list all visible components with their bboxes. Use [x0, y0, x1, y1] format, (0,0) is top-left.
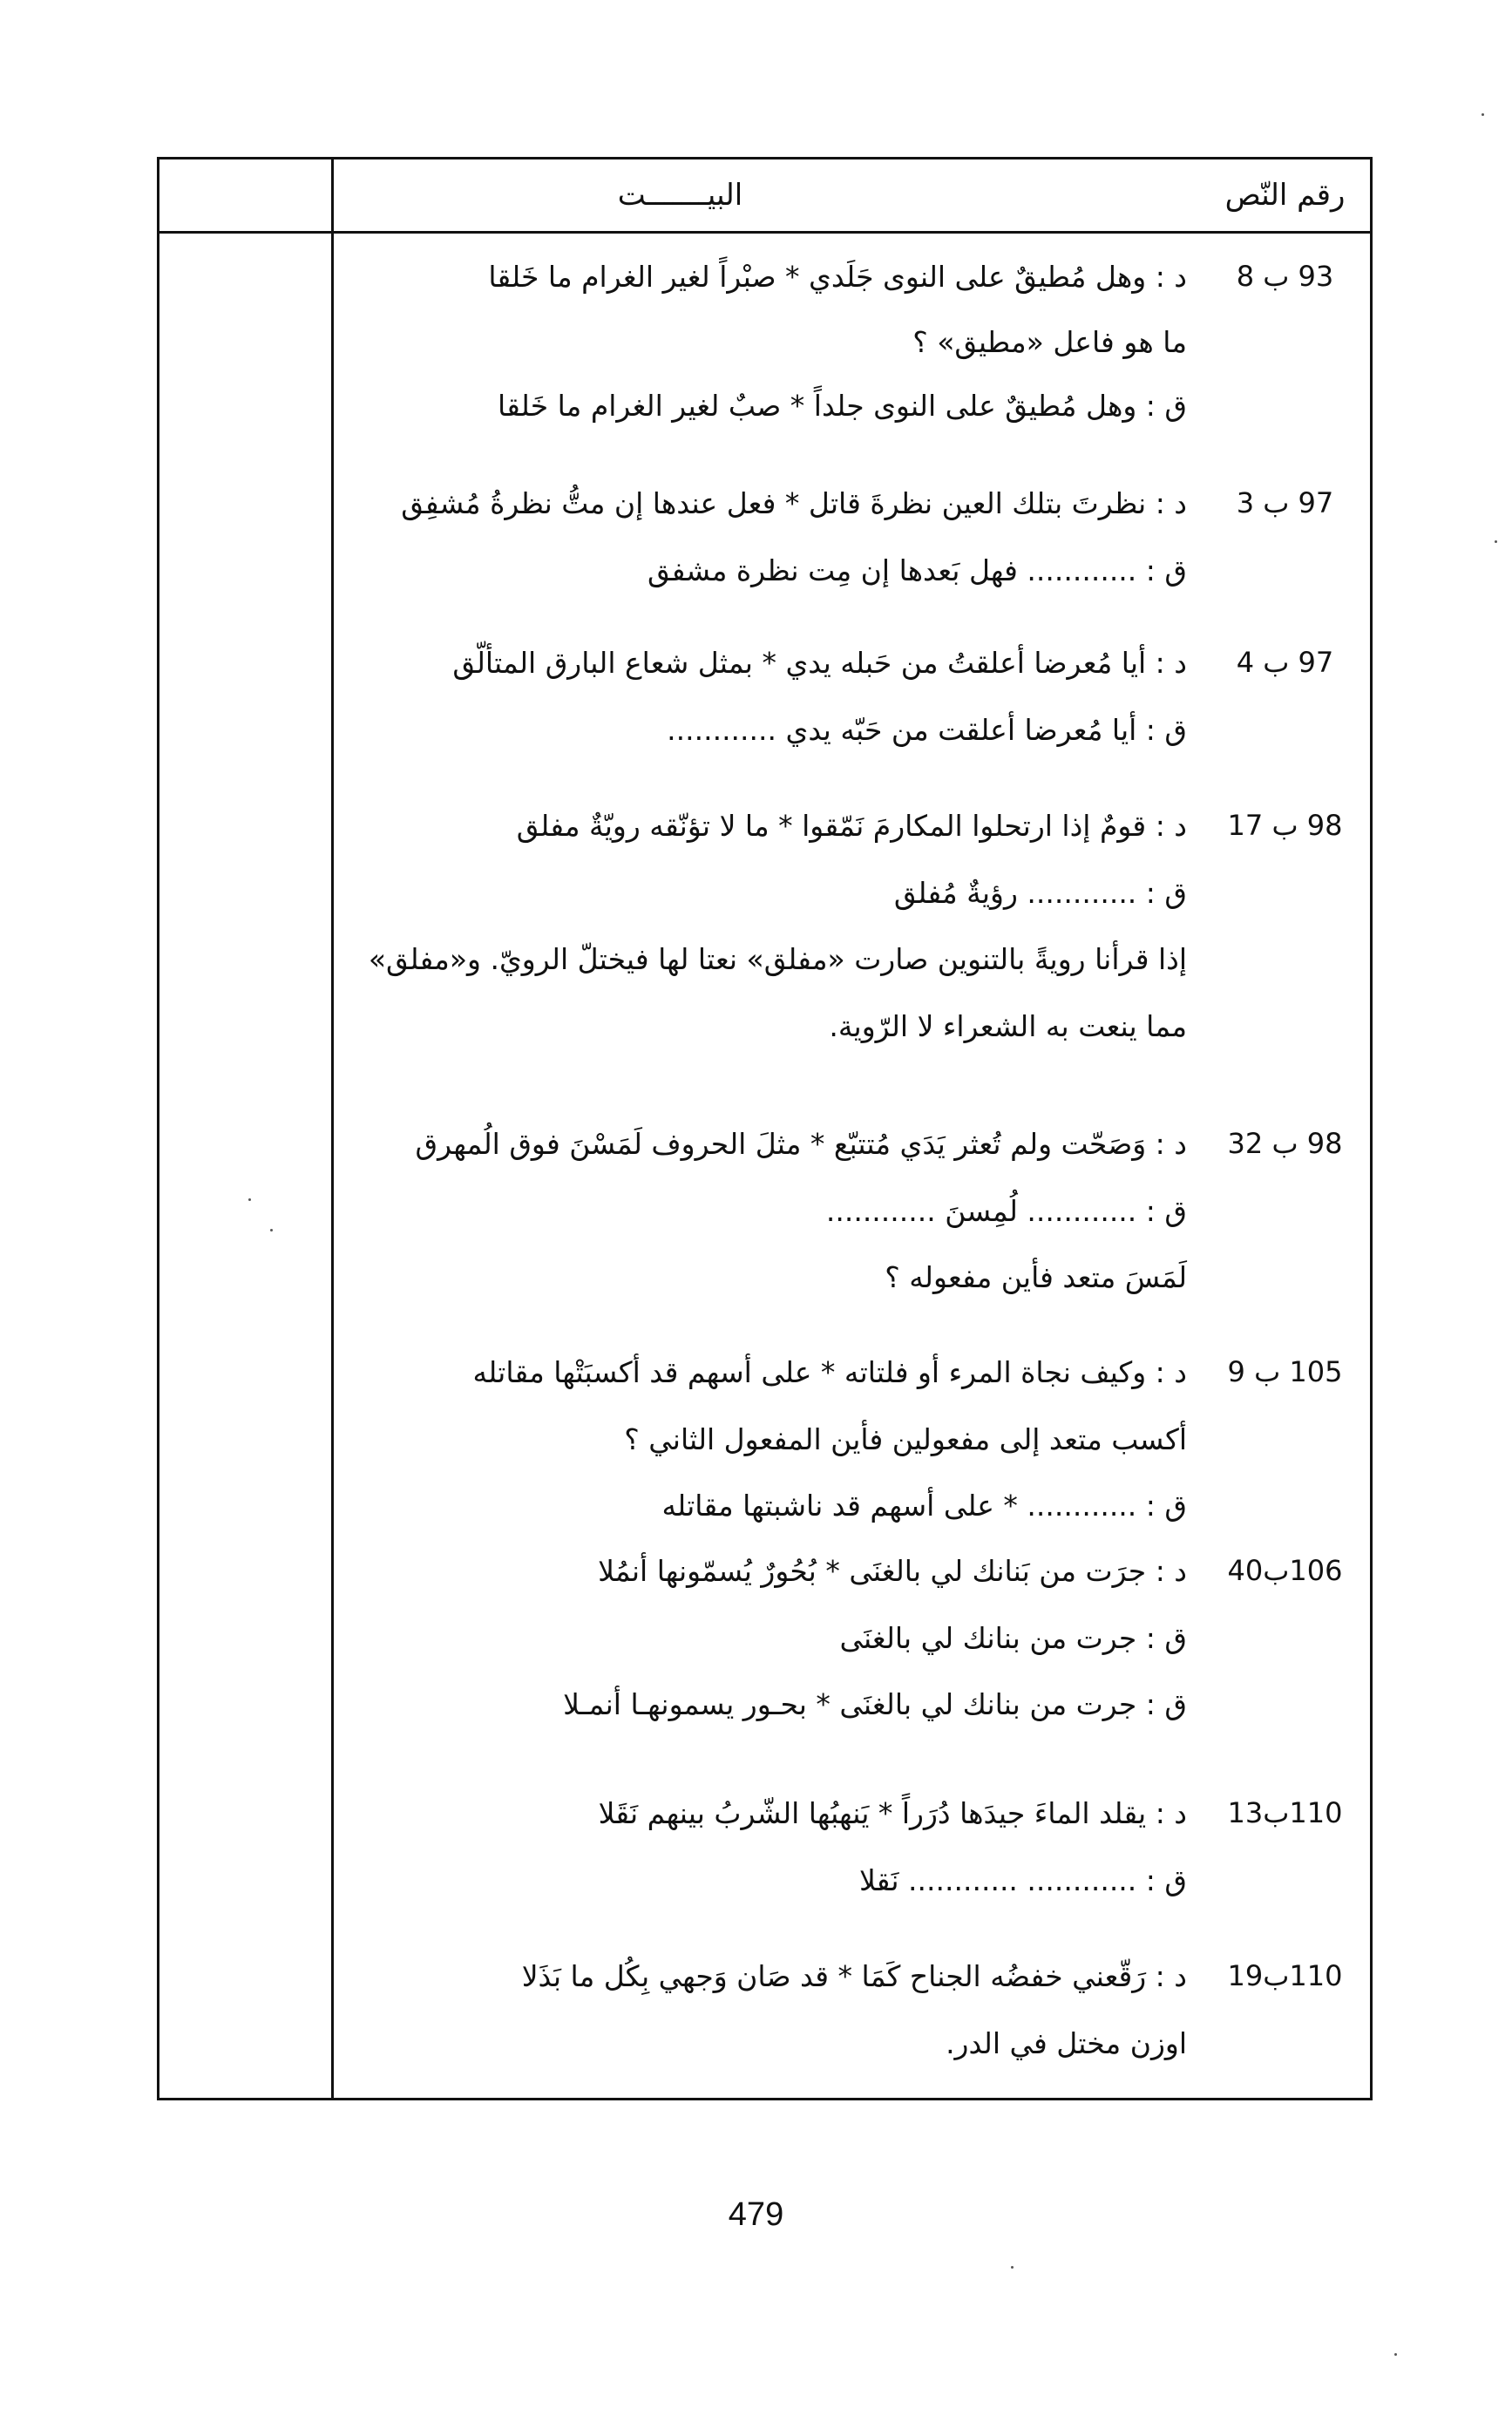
entry-line: ق : أيا مُعرضا أعلقت من حَبّه يدي ............: [667, 713, 1187, 747]
entry-line: ما هو فاعل «مطيق» ؟: [912, 325, 1187, 359]
entry-line: لَمَسَ متعد فأين مفعوله ؟: [885, 1260, 1187, 1294]
entry-number: 110ب19: [1227, 1959, 1343, 1992]
entry-line: د : يقلد الماءَ جيدَها دُرَراً * يَنهبُها الشّربُ بينهم نَقَلا: [598, 1796, 1187, 1830]
table-header: [159, 159, 1370, 234]
verse-table: [157, 157, 1373, 2100]
entry-line: د : وَصَحّت ولم تُعثر يَدَي مُتتبّع * مثلَ الحروف لَمَسْنَ فوق الُمهرق: [415, 1127, 1187, 1161]
entry-line: د : قومٌ إذا ارتحلوا المكارمَ نَمّقوا * ما لا تؤنّقه رويّةٌ مفلق: [516, 809, 1187, 843]
entry-line: ق : جرت من بنانك لي بالغنَى * بحـور يسمونهـا أنمـلا: [563, 1687, 1187, 1721]
entry-number: 97 ب 4: [1236, 646, 1334, 679]
entry-line: ق : ............ فهل بَعدها إن مِت نظرة مشفق: [648, 553, 1187, 587]
scan-speck: [270, 1229, 273, 1231]
entry-line: إذا قرأنا رويةً بالتنوين صارت «مفلق» نعتا لها فيختلّ الرويّ. و«مفلق»: [368, 942, 1187, 976]
entry-line: أكسب متعد إلى مفعولين فأين المفعول الثاني ؟: [624, 1422, 1187, 1456]
entry-number: 105 ب 9: [1227, 1355, 1343, 1388]
entry-number: 97 ب 3: [1236, 486, 1334, 519]
entry-line: ق : ............ رؤيةٌ مُفلق: [893, 876, 1187, 910]
entry-line: ق : جرت من بنانك لي بالغنَى: [839, 1621, 1187, 1655]
entry-number: 93 ب 8: [1236, 260, 1334, 293]
entry-line: اوزن مختل في الدر.: [946, 2026, 1187, 2060]
header-verse: البيـــــــت: [617, 178, 743, 213]
entry-number: 98 ب 17: [1227, 809, 1343, 842]
scan-speck: [248, 1198, 251, 1201]
entry-line: مما ينعت به الشعراء لا الرّوية.: [829, 1009, 1187, 1043]
header-text-number: رقم النّص: [1224, 178, 1346, 213]
scan-speck: [1495, 540, 1497, 543]
entry-line: ق : ............ * على أسهم قد ناشبتها مقاتله: [661, 1489, 1187, 1523]
entry-line: ق : ............ لُمِسنَ ............: [825, 1194, 1187, 1228]
entry-line: د : جرَت من بَنانك لي بالغنَى * بُحُورٌ يُسمّونها أنمُلا: [598, 1554, 1187, 1588]
entry-number: 110ب13: [1227, 1796, 1343, 1829]
entry-line: د : رَقّعني خفضُه الجناح كَمَا * قد صَان وَجهي بِكُل ما بَذَلا: [521, 1959, 1187, 1993]
scan-speck: [1011, 2266, 1014, 2269]
entry-line: د : وكيف نجاة المرء أو فلتاته * على أسهم قد أكسبَتْها مقاتله: [472, 1355, 1187, 1389]
page-number: 479: [728, 2196, 784, 2233]
entry-line: د : نظرتَ بتلك العين نظرةَ قاتل * فعل عندها إن متُّ نظرةُ مُشفِق: [401, 486, 1187, 520]
entry-number: 106ب40: [1227, 1554, 1343, 1587]
entry-line: ق : وهل مُطيقٌ على النوى جلداً * صبٌ لغير الغرام ما خَلقا: [498, 389, 1187, 423]
column-divider: [331, 159, 334, 2098]
scan-speck: [1481, 113, 1484, 116]
entry-number: 98 ب 32: [1227, 1127, 1343, 1160]
scan-speck: [1394, 2353, 1397, 2356]
entry-line: د : وهل مُطيقٌ على النوى جَلَدي * صبْراً لغير الغرام ما خَلقا: [488, 260, 1187, 294]
entry-line: د : أيا مُعرضا أعلقتُ من حَبله يدي * بمثل شعاع البارق المتألّق: [452, 646, 1187, 680]
entry-line: ق : ............ ............ نَقلا: [858, 1863, 1187, 1897]
